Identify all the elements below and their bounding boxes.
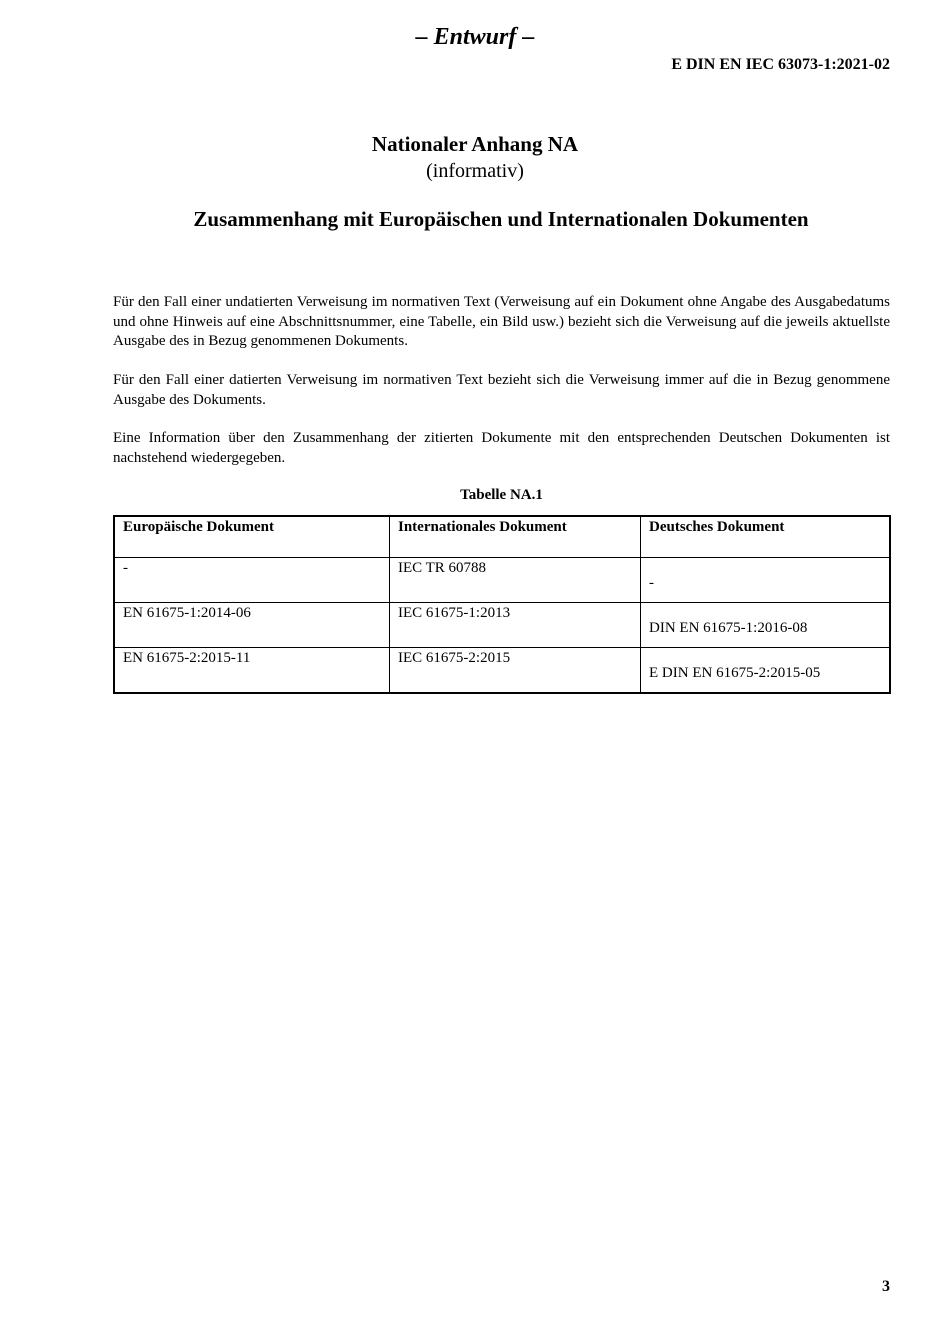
document-number: E DIN EN IEC 63073-1:2021-02: [671, 56, 890, 73]
cell-international-document: IEC 61675-2:2015: [390, 648, 641, 694]
table-caption: Tabelle NA.1: [460, 487, 543, 503]
reference-table: [113, 515, 891, 694]
table-row: [114, 648, 890, 694]
table-row: [114, 603, 890, 648]
paragraph-dated-reference: Für den Fall einer datierten Verweisung im normativen Text bezieht sich die Verweisung immer auf die in Bezug genommene Ausgabe des Dokuments.: [113, 372, 890, 408]
annex-title: Nationaler Anhang NA: [371, 132, 579, 156]
cell-international-document: IEC TR 60788: [390, 558, 641, 603]
cell-european-document: EN 61675-1:2014-06: [114, 603, 390, 648]
section-title: Zusammenhang mit Europäischen und Internationalen Dokumenten: [193, 207, 809, 231]
page-number: 3: [882, 1278, 890, 1295]
cell-european-document: EN 61675-2:2015-11: [114, 648, 390, 694]
cell-german-document: -: [641, 558, 891, 603]
table-header-row: [114, 516, 890, 558]
cell-german-document: E DIN EN 61675-2:2015-05: [641, 648, 891, 694]
draft-mark: – Entwurf –: [415, 24, 535, 50]
header-international-document: Internationales Dokument: [390, 516, 641, 558]
paragraph-undated-reference: Für den Fall einer undatierten Verweisung im normativen Text (Verweisung auf ein Dokument ohne Angabe des Ausgabedatums und ohne Hinweis auf eine Abschnittsnummer, eine Tabelle, ein Bild usw.) bezieht sich die Verweisung auf die jeweils aktuellste Ausgabe des in Bezug genommenen Dokuments.: [113, 294, 890, 349]
header-european-document: Europäische Dokument: [114, 516, 390, 558]
paragraph-information: Eine Information über den Zusammenhang der zitierten Dokumente mit den entsprechenden Deutschen Dokumenten ist nachstehend wiedergegeben.: [113, 430, 890, 466]
cell-european-document: -: [114, 558, 390, 603]
cell-german-document: DIN EN 61675-1:2016-08: [641, 603, 891, 648]
cell-international-document: IEC 61675-1:2013: [390, 603, 641, 648]
annex-subtitle: (informativ): [426, 160, 524, 182]
header-german-document: Deutsches Dokument: [641, 516, 891, 558]
table-row: [114, 558, 890, 603]
